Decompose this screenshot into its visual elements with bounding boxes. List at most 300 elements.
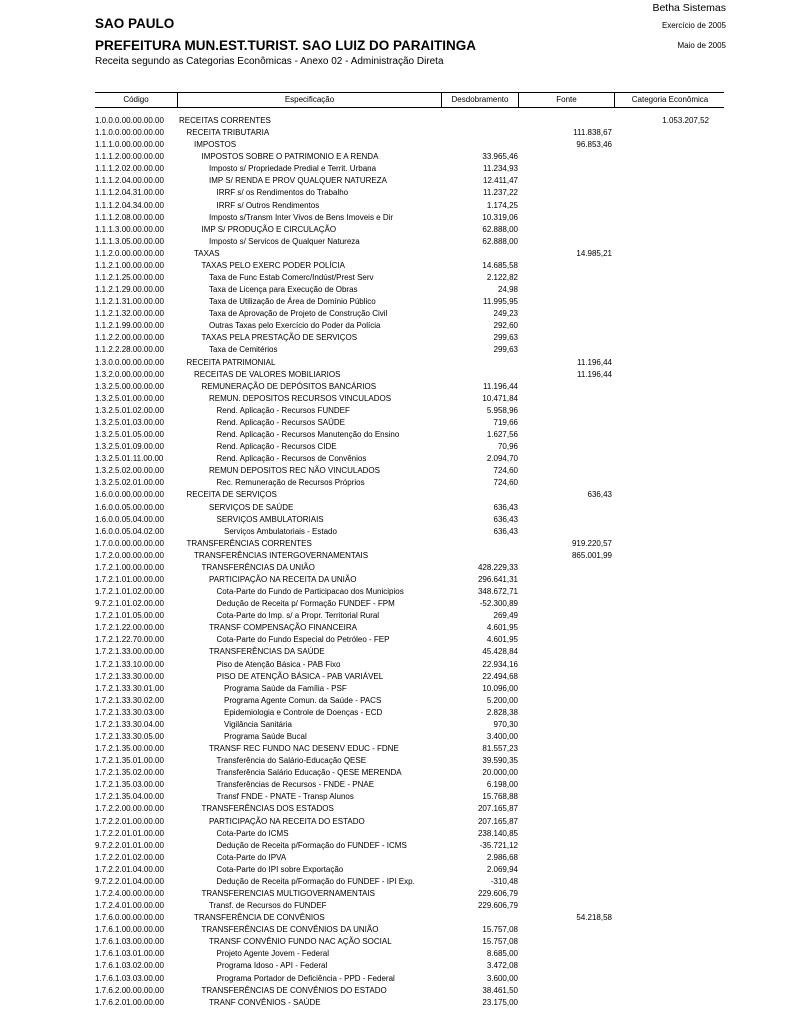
- desdobramento-value: 2.986,68: [486, 852, 518, 862]
- revenue-code: 1.7.2.1.35.02.00.00: [95, 768, 164, 778]
- table-row: [95, 574, 724, 586]
- desdobramento-value: 11.995,95: [483, 297, 518, 307]
- fonte-value: 865.001,99: [571, 550, 612, 560]
- desdobramento-value: 45.428,84: [482, 647, 518, 657]
- table-row: [95, 719, 724, 731]
- desdobramento-value: 428.229,33: [477, 562, 518, 572]
- revenue-code: 1.7.0.0.00.00.00.00: [95, 538, 164, 548]
- revenue-code: 1.3.2.5.01.05.00.00: [95, 430, 164, 440]
- desdobramento-value: 719,66: [493, 417, 518, 427]
- desdobramento-value: 62.888,00: [482, 236, 518, 246]
- revenue-code: 1.6.0.0.05.04.02.00: [95, 526, 164, 536]
- revenue-code: 1.1.0.0.00.00.00.00: [95, 128, 164, 138]
- report-date: Maio de 2005: [677, 41, 726, 50]
- revenue-code: 1.1.1.2.04.34.00.00: [95, 200, 164, 210]
- revenue-code: 1.7.2.1.33.30.05.00: [95, 731, 164, 741]
- table-row: [95, 369, 724, 381]
- revenue-code: 1.7.2.1.35.03.00.00: [95, 780, 164, 790]
- desdobramento-value: 10.471,84: [482, 393, 518, 403]
- revenue-specification: Transf. de Recursos do FUNDEF: [209, 901, 327, 911]
- table-row: [95, 212, 724, 224]
- column-header-desdobramento: Desdobramento: [441, 93, 518, 107]
- revenue-code: 1.1.2.2.00.00.00.00: [95, 333, 164, 343]
- revenue-code: 1.7.2.2.00.00.00.00: [95, 804, 164, 814]
- table-row: [95, 357, 724, 369]
- revenue-specification: Programa Portador de Deficiência - PPD - Federal: [216, 973, 395, 983]
- table-row: [95, 526, 724, 538]
- table-row: [95, 743, 724, 755]
- revenue-specification: PISO DE ATENÇÃO BÁSICA - PAB VARIÁVEL: [216, 671, 384, 681]
- revenue-code: 1.1.2.1.25.00.00.00: [95, 273, 164, 283]
- desdobramento-value: 15.757,08: [482, 925, 518, 935]
- desdobramento-value: 2.069,94: [486, 864, 518, 874]
- desdobramento-value: 207.165,87: [477, 816, 518, 826]
- revenue-specification: TRANF CONVÊNIOS - SAÚDE: [209, 997, 321, 1007]
- desdobramento-value: -35.721,12: [479, 840, 518, 850]
- revenue-specification: RECEITA TRIBUTARIA: [186, 128, 270, 138]
- desdobramento-value: 207.165,87: [477, 804, 518, 814]
- fonte-value: 11.196,44: [577, 369, 612, 379]
- revenue-code: 1.7.2.0.00.00.00.00: [95, 550, 164, 560]
- table-row: [95, 502, 724, 514]
- revenue-specification: Cota-Parte do IPVA: [216, 852, 287, 862]
- table-row: [95, 828, 724, 840]
- table-row: [95, 767, 724, 779]
- desdobramento-value: 33.965,46: [482, 152, 518, 162]
- fonte-value: 96.853,46: [576, 140, 612, 150]
- revenue-code: 1.6.0.0.05.04.00.00: [95, 514, 164, 524]
- desdobramento-value: 3.400,00: [486, 731, 518, 741]
- revenue-specification: TRANSFERÊNCIAS DE CONVÊNIOS DA UNIÃO: [201, 925, 379, 935]
- desdobramento-value: 22.494,68: [482, 671, 518, 681]
- revenue-specification: Imposto s/ Propriedade Predial e Territ. Urbana: [209, 164, 377, 174]
- table-row: [95, 248, 724, 260]
- desdobramento-value: 299,63: [493, 333, 518, 343]
- table-row: [95, 115, 724, 127]
- table-row: [95, 816, 724, 828]
- table-row: [95, 695, 724, 707]
- table-row: [95, 948, 724, 960]
- fonte-value: 14.985,21: [576, 248, 612, 258]
- table-row: [95, 791, 724, 803]
- desdobramento-value: 2.094,70: [486, 454, 518, 464]
- revenue-code: 9.7.2.1.01.02.00.00: [95, 599, 164, 609]
- table-row: [95, 550, 724, 562]
- revenue-specification: Piso de Atenção Básica - PAB Fixo: [216, 659, 341, 669]
- table-row: [95, 320, 724, 332]
- revenue-specification: SERVIÇOS DE SAÚDE: [209, 502, 294, 512]
- revenue-specification: Epidemiologia e Controle de Doenças - ECD: [224, 707, 383, 717]
- revenue-code: 1.1.2.1.99.00.00.00: [95, 321, 164, 331]
- revenue-specification: Transferências de Recursos - FNDE - PNAE: [216, 780, 375, 790]
- revenue-specification: REMUN. DEPOSITOS RECURSOS VINCULADOS: [209, 393, 392, 403]
- table-row: [95, 429, 724, 441]
- revenue-specification: Outras Taxas pelo Exercício do Poder da Polícia: [209, 321, 381, 331]
- revenue-code: 1.7.2.2.01.02.00.00: [95, 852, 164, 862]
- revenue-code: 1.7.2.2.01.00.00.00: [95, 816, 164, 826]
- revenue-code: 1.1.2.1.32.00.00.00: [95, 309, 164, 319]
- revenue-code: 1.3.2.5.02.00.00.00: [95, 466, 164, 476]
- organization-title: PREFEITURA MUN.EST.TURIST. SAO LUIZ DO PARAITINGA: [95, 38, 477, 53]
- table-row: [95, 296, 724, 308]
- table-row: [95, 151, 724, 163]
- revenue-code: 1.3.2.5.01.09.00.00: [95, 442, 164, 452]
- revenue-specification: TRANSFERENCIAS MULTIGOVERNAMENTAIS: [201, 889, 375, 898]
- table-row: [95, 973, 724, 985]
- desdobramento-value: 5.200,00: [486, 695, 518, 705]
- table-row: [95, 393, 724, 405]
- revenue-specification: Cota-Parte do IPI sobre Exportação: [216, 864, 344, 874]
- desdobramento-value: 4.601,95: [486, 623, 518, 633]
- fonte-value: 919.220,57: [571, 538, 612, 548]
- revenue-code: 1.1.2.1.00.00.00.00: [95, 260, 164, 270]
- revenue-code: 1.7.6.2.01.00.00.00: [95, 997, 164, 1007]
- revenue-specification: Taxa de Aprovação de Projeto de Construção Civil: [209, 309, 388, 319]
- table-row: [95, 139, 724, 151]
- revenue-code: 1.7.2.1.35.00.00.00: [95, 744, 164, 754]
- revenue-specification: Dedução de Receita p/ Formação FUNDEF - FPM: [216, 599, 395, 609]
- desdobramento-value: 636,43: [493, 526, 518, 536]
- table-row: [95, 840, 724, 852]
- desdobramento-value: 724,60: [493, 478, 518, 488]
- table-row: [95, 465, 724, 477]
- revenue-code: 1.1.1.2.02.00.00.00: [95, 164, 164, 174]
- revenue-specification: Programa Saúde da Família - PSF: [224, 683, 347, 693]
- table-row: [95, 514, 724, 526]
- revenue-code: 1.7.2.1.00.00.00.00: [95, 562, 164, 572]
- revenue-specification: IMP S/ RENDA E PROV QUALQUER NATUREZA: [209, 176, 387, 186]
- table-row: [95, 598, 724, 610]
- revenue-specification: IRRF s/ Outros Rendimentos: [216, 200, 320, 210]
- desdobramento-value: 12.411,47: [483, 176, 518, 186]
- revenue-specification: Transf FNDE - PNATE - Transp Alunos: [216, 792, 354, 802]
- desdobramento-value: 348.672,71: [477, 587, 518, 597]
- table-row: [95, 187, 724, 199]
- table-row: [95, 538, 724, 550]
- desdobramento-value: 292,60: [493, 321, 518, 331]
- revenue-code: 1.1.1.3.00.00.00.00: [95, 224, 164, 234]
- table-row: [95, 683, 724, 695]
- table-row: [95, 200, 724, 212]
- table-row: [95, 852, 724, 864]
- desdobramento-value: 38.461,50: [482, 985, 518, 995]
- revenue-table-body: [95, 115, 724, 1009]
- desdobramento-value: 70,96: [497, 442, 518, 452]
- report-subtitle: Receita segundo as Categorias Econômicas - Anexo 02 - Administração Direta: [95, 56, 444, 67]
- fonte-value: 54.218,58: [576, 913, 612, 923]
- fonte-value: 11.196,44: [577, 357, 612, 367]
- table-row: [95, 803, 724, 815]
- revenue-specification: Dedução de Receita p/Formação do FUNDEF - ICMS: [216, 840, 407, 850]
- desdobramento-value: 249,23: [493, 309, 518, 319]
- table-row: [95, 997, 724, 1009]
- revenue-specification: RECEITAS CORRENTES: [179, 116, 271, 125]
- table-row: [95, 175, 724, 187]
- revenue-code: 1.1.2.0.00.00.00.00: [95, 248, 164, 258]
- revenue-code: 1.7.2.1.33.30.04.00: [95, 719, 164, 729]
- revenue-specification: REMUN DEPOSITOS REC NÃO VINCULADOS: [209, 466, 380, 476]
- system-brand: Betha Sistemas: [652, 2, 726, 14]
- desdobramento-value: 4.601,95: [486, 635, 518, 645]
- desdobramento-value: 24,98: [497, 285, 518, 295]
- fiscal-year-label: Exercício de 2005: [661, 21, 726, 30]
- revenue-code: 1.7.6.1.03.03.00.00: [95, 973, 164, 983]
- revenue-code: 1.7.2.1.22.70.00.00: [95, 635, 164, 645]
- desdobramento-value: 2.122,82: [486, 273, 518, 283]
- revenue-specification: Projeto Agente Jovem - Federal: [216, 949, 330, 959]
- revenue-specification: RECEITAS DE VALORES MOBILIARIOS: [194, 369, 341, 379]
- revenue-specification: Transferência Salário Educação - QESE MERENDA: [216, 768, 402, 778]
- revenue-code: 9.7.2.2.01.04.00.00: [95, 876, 164, 886]
- desdobramento-value: -52.300,89: [479, 599, 518, 609]
- revenue-specification: TRANSF REC FUNDO NAC DESENV EDUC - FDNE: [209, 744, 399, 754]
- revenue-specification: IMP S/ PRODUÇÃO E CIRCULAÇÃO: [201, 224, 337, 234]
- desdobramento-value: 11.196,44: [483, 381, 518, 391]
- revenue-specification: Dedução de Receita p/Formação do FUNDEF - IPI Exp.: [216, 876, 415, 886]
- table-row: [95, 272, 724, 284]
- table-row: [95, 634, 724, 646]
- revenue-specification: TRANSF CONVÊNIO FUNDO NAC AÇÃO SOCIAL: [209, 937, 392, 947]
- revenue-specification: PARTICIPAÇÃO NA RECEITA DA UNIÃO: [209, 574, 357, 584]
- revenue-code: 1.3.2.5.01.11.00.00: [95, 454, 164, 464]
- table-row: [95, 127, 724, 139]
- desdobramento-value: 15.768,88: [482, 792, 518, 802]
- column-header-fonte: Fonte: [518, 93, 614, 107]
- revenue-code: 1.7.6.1.03.00.00.00: [95, 937, 164, 947]
- table-row: [95, 707, 724, 719]
- desdobramento-value: -310,48: [490, 876, 518, 886]
- revenue-specification: Rend. Aplicação - Recursos SAÚDE: [216, 417, 345, 427]
- revenue-specification: Rend. Aplicação - Recursos de Convênios: [216, 454, 367, 464]
- table-row: [95, 441, 724, 453]
- desdobramento-value: 296.641,31: [477, 574, 518, 584]
- revenue-specification: Serviços Ambulatoriais - Estado: [224, 526, 337, 536]
- table-row: [95, 489, 724, 501]
- revenue-specification: Cota-Parte do ICMS: [216, 828, 289, 838]
- table-row: [95, 936, 724, 948]
- desdobramento-value: 636,43: [493, 514, 518, 524]
- revenue-specification: RECEITA DE SERVIÇOS: [186, 490, 277, 500]
- revenue-code: 1.1.1.2.04.00.00.00: [95, 176, 164, 186]
- table-row: [95, 405, 724, 417]
- revenue-code: 1.3.2.5.01.00.00.00: [95, 393, 164, 403]
- desdobramento-value: 1.174,25: [486, 200, 518, 210]
- city-title: SAO PAULO: [95, 16, 175, 31]
- revenue-specification: Imposto s/ Servicos de Qualquer Natureza: [209, 236, 360, 246]
- table-row: [95, 477, 724, 489]
- desdobramento-value: 10.319,06: [482, 212, 518, 222]
- table-row: [95, 224, 724, 236]
- desdobramento-value: 11.237,22: [483, 188, 518, 198]
- table-row: [95, 888, 724, 900]
- revenue-code: 1.0.0.0.00.00.00.00: [95, 116, 164, 125]
- revenue-code: 1.7.2.2.01.04.00.00: [95, 864, 164, 874]
- revenue-code: 1.6.0.0.00.00.00.00: [95, 490, 164, 500]
- revenue-specification: IMPOSTOS: [194, 140, 237, 150]
- table-row: [95, 284, 724, 296]
- desdobramento-value: 269,49: [493, 611, 518, 621]
- revenue-code: 1.7.2.1.01.05.00.00: [95, 611, 164, 621]
- revenue-specification: SERVIÇOS AMBULATORIAIS: [216, 514, 324, 524]
- table-row: [95, 344, 724, 356]
- desdobramento-value: 1.627,56: [486, 430, 518, 440]
- revenue-code: 1.7.2.1.33.30.03.00: [95, 707, 164, 717]
- table-row: [95, 163, 724, 175]
- table-row: [95, 659, 724, 671]
- table-row: [95, 900, 724, 912]
- table-row: [95, 876, 724, 888]
- revenue-code: 1.3.2.0.00.00.00.00: [95, 369, 164, 379]
- table-row: [95, 864, 724, 876]
- desdobramento-value: 15.757,08: [482, 937, 518, 947]
- revenue-specification: IRRF s/ os Rendimentos do Trabalho: [216, 188, 349, 198]
- revenue-code: 1.7.2.1.33.10.00.00: [95, 659, 164, 669]
- fonte-value: 111.838,67: [573, 128, 612, 138]
- table-row: [95, 960, 724, 972]
- revenue-code: 1.7.6.0.00.00.00.00: [95, 913, 164, 923]
- revenue-specification: Cota-Parte do Fundo Especial do Petróleo - FEP: [216, 635, 390, 645]
- revenue-specification: TRANSFERÊNCIAS DE CONVÊNIOS DO ESTADO: [201, 985, 387, 995]
- revenue-code: 1.7.2.4.01.00.00.00: [95, 901, 164, 911]
- revenue-code: 1.7.6.1.03.02.00.00: [95, 961, 164, 971]
- table-header: [95, 92, 724, 108]
- desdobramento-value: 23.175,00: [482, 997, 518, 1007]
- revenue-code: 1.7.2.1.33.30.02.00: [95, 695, 164, 705]
- table-row: [95, 924, 724, 936]
- column-header-especificacao: Especificação: [177, 93, 441, 107]
- fonte-value: 636,43: [587, 490, 612, 500]
- revenue-code: 1.3.2.5.01.02.00.00: [95, 405, 164, 415]
- table-row: [95, 646, 724, 658]
- desdobramento-value: 238.140,85: [477, 828, 518, 838]
- revenue-specification: TAXAS PELO EXERC PODER POLÍCIA: [201, 260, 345, 270]
- revenue-specification: Taxa de Func Estab Comerc/Indúst/Prest Serv: [209, 273, 374, 283]
- revenue-specification: Taxa de Utilização de Área de Domínio Público: [209, 297, 376, 307]
- revenue-code: 1.7.6.1.00.00.00.00: [95, 925, 164, 935]
- revenue-code: 1.1.1.2.04.31.00.00: [95, 188, 164, 198]
- table-row: [95, 586, 724, 598]
- revenue-specification: Rend. Aplicação - Recursos Manutenção do Ensino: [216, 430, 400, 440]
- revenue-code: 1.7.2.1.33.00.00.00: [95, 647, 164, 657]
- desdobramento-value: 636,43: [493, 502, 518, 512]
- desdobramento-value: 20.000,00: [482, 768, 518, 778]
- desdobramento-value: 229.606,79: [477, 889, 518, 898]
- revenue-code: 1.7.2.1.01.00.00.00: [95, 574, 164, 584]
- column-header-codigo: Código: [123, 95, 149, 104]
- revenue-code: 1.3.2.5.00.00.00.00: [95, 381, 164, 391]
- table-row: [95, 260, 724, 272]
- revenue-specification: Imposto s/Transm Inter Vivos de Bens Imoveis e Dir: [209, 212, 394, 222]
- table-row: [95, 622, 724, 634]
- revenue-code: 1.7.2.1.35.04.00.00: [95, 792, 164, 802]
- revenue-specification: TAXAS: [194, 248, 220, 258]
- desdobramento-value: 11.234,93: [483, 164, 518, 174]
- desdobramento-value: 8.685,00: [486, 949, 518, 959]
- table-row: [95, 562, 724, 574]
- revenue-code: 1.1.2.2.28.00.00.00: [95, 345, 164, 355]
- revenue-specification: TRANSFERÊNCIA DE CONVÊNIOS: [194, 913, 325, 923]
- desdobramento-value: 39.590,35: [482, 756, 518, 766]
- desdobramento-value: 2.828,38: [486, 707, 518, 717]
- desdobramento-value: 5.958,96: [486, 405, 518, 415]
- revenue-code: 1.1.1.0.00.00.00.00: [95, 140, 164, 150]
- desdobramento-value: 6.198,00: [486, 780, 518, 790]
- revenue-code: 1.3.2.5.02.01.00.00: [95, 478, 164, 488]
- table-row: [95, 332, 724, 344]
- table-row: [95, 381, 724, 393]
- revenue-code: 9.7.2.2.01.01.00.00: [95, 840, 164, 850]
- desdobramento-value: 724,60: [493, 466, 518, 476]
- desdobramento-value: 3.600,00: [486, 973, 518, 983]
- revenue-code: 1.7.2.1.01.02.00.00: [95, 587, 164, 597]
- table-row: [95, 779, 724, 791]
- revenue-code: 1.3.2.5.01.03.00.00: [95, 417, 164, 427]
- revenue-specification: Rec. Remuneração de Recursos Próprios: [216, 478, 365, 488]
- table-row: [95, 731, 724, 743]
- revenue-specification: Programa Idoso - API - Federal: [216, 961, 328, 971]
- revenue-code: 1.7.2.1.33.30.00.00: [95, 671, 164, 681]
- revenue-code: 1.7.2.1.33.30.01.00: [95, 683, 164, 693]
- revenue-specification: TRANSFERÊNCIAS INTERGOVERNAMENTAIS: [194, 550, 369, 560]
- revenue-specification: TRANSFERÊNCIAS CORRENTES: [186, 538, 312, 548]
- revenue-specification: Taxa de Licença para Execução de Obras: [209, 285, 358, 295]
- revenue-specification: TAXAS PELA PRESTAÇÃO DE SERVIÇOS: [201, 333, 358, 343]
- revenue-specification: Programa Saúde Bucal: [224, 731, 307, 741]
- revenue-code: 1.3.0.0.00.00.00.00: [95, 357, 164, 367]
- revenue-specification: TRANSF COMPENSAÇÃO FINANCEIRA: [209, 623, 358, 633]
- table-row: [95, 308, 724, 320]
- table-row: [95, 755, 724, 767]
- table-row: [95, 671, 724, 683]
- desdobramento-value: 3.472,08: [486, 961, 518, 971]
- revenue-specification: Vigilância Sanitária: [224, 719, 292, 729]
- desdobramento-value: 14.685,58: [482, 260, 518, 270]
- revenue-code: 1.7.6.2.00.00.00.00: [95, 985, 164, 995]
- revenue-specification: Cota-Parte do Fundo de Participacao dos Municipios: [216, 587, 404, 597]
- desdobramento-value: 10.096,00: [482, 683, 518, 693]
- desdobramento-value: 299,63: [493, 345, 518, 355]
- table-row: [95, 610, 724, 622]
- categoria-value: 1.053.207,52: [662, 116, 709, 125]
- revenue-code: 1.1.1.2.08.00.00.00: [95, 212, 164, 222]
- column-header-categoria: Categoria Econômica: [614, 93, 725, 107]
- revenue-specification: Transferência do Salário-Educação QESE: [216, 756, 367, 766]
- revenue-code: 1.1.2.1.31.00.00.00: [95, 297, 164, 307]
- revenue-specification: TRANSFERÊNCIAS DOS ESTADOS: [201, 804, 334, 814]
- revenue-code: 1.7.6.1.03.01.00.00: [95, 949, 164, 959]
- desdobramento-value: 970,30: [493, 719, 518, 729]
- revenue-specification: Rend. Aplicação - Recursos CIDE: [216, 442, 337, 452]
- table-row: [95, 417, 724, 429]
- revenue-code: 1.7.2.2.01.01.00.00: [95, 828, 164, 838]
- desdobramento-value: 22.934,16: [482, 659, 518, 669]
- revenue-specification: RECEITA PATRIMONIAL: [186, 357, 276, 367]
- revenue-specification: TRANSFERÊNCIAS DA UNIÃO: [201, 562, 315, 572]
- revenue-code: 1.7.2.1.22.00.00.00: [95, 623, 164, 633]
- revenue-specification: REMUNERAÇÃO DE DEPÓSITOS BANCÁRIOS: [201, 381, 377, 391]
- revenue-code: 1.7.2.1.35.01.00.00: [95, 756, 164, 766]
- revenue-specification: IMPOSTOS SOBRE O PATRIMONIO E A RENDA: [201, 152, 379, 162]
- revenue-specification: Cota-Parte do Imp. s/ a Propr. Territorial Rural: [216, 611, 380, 621]
- revenue-code: 1.6.0.0.05.00.00.00: [95, 502, 164, 512]
- table-row: [95, 453, 724, 465]
- revenue-code: 1.1.2.1.29.00.00.00: [95, 285, 164, 295]
- table-row: [95, 236, 724, 248]
- revenue-specification: Programa Agente Comun. da Saúde - PACS: [224, 695, 382, 705]
- table-row: [95, 912, 724, 924]
- revenue-specification: TRANSFERÊNCIAS DA SAÚDE: [209, 647, 325, 657]
- desdobramento-value: 229.606,79: [477, 901, 518, 911]
